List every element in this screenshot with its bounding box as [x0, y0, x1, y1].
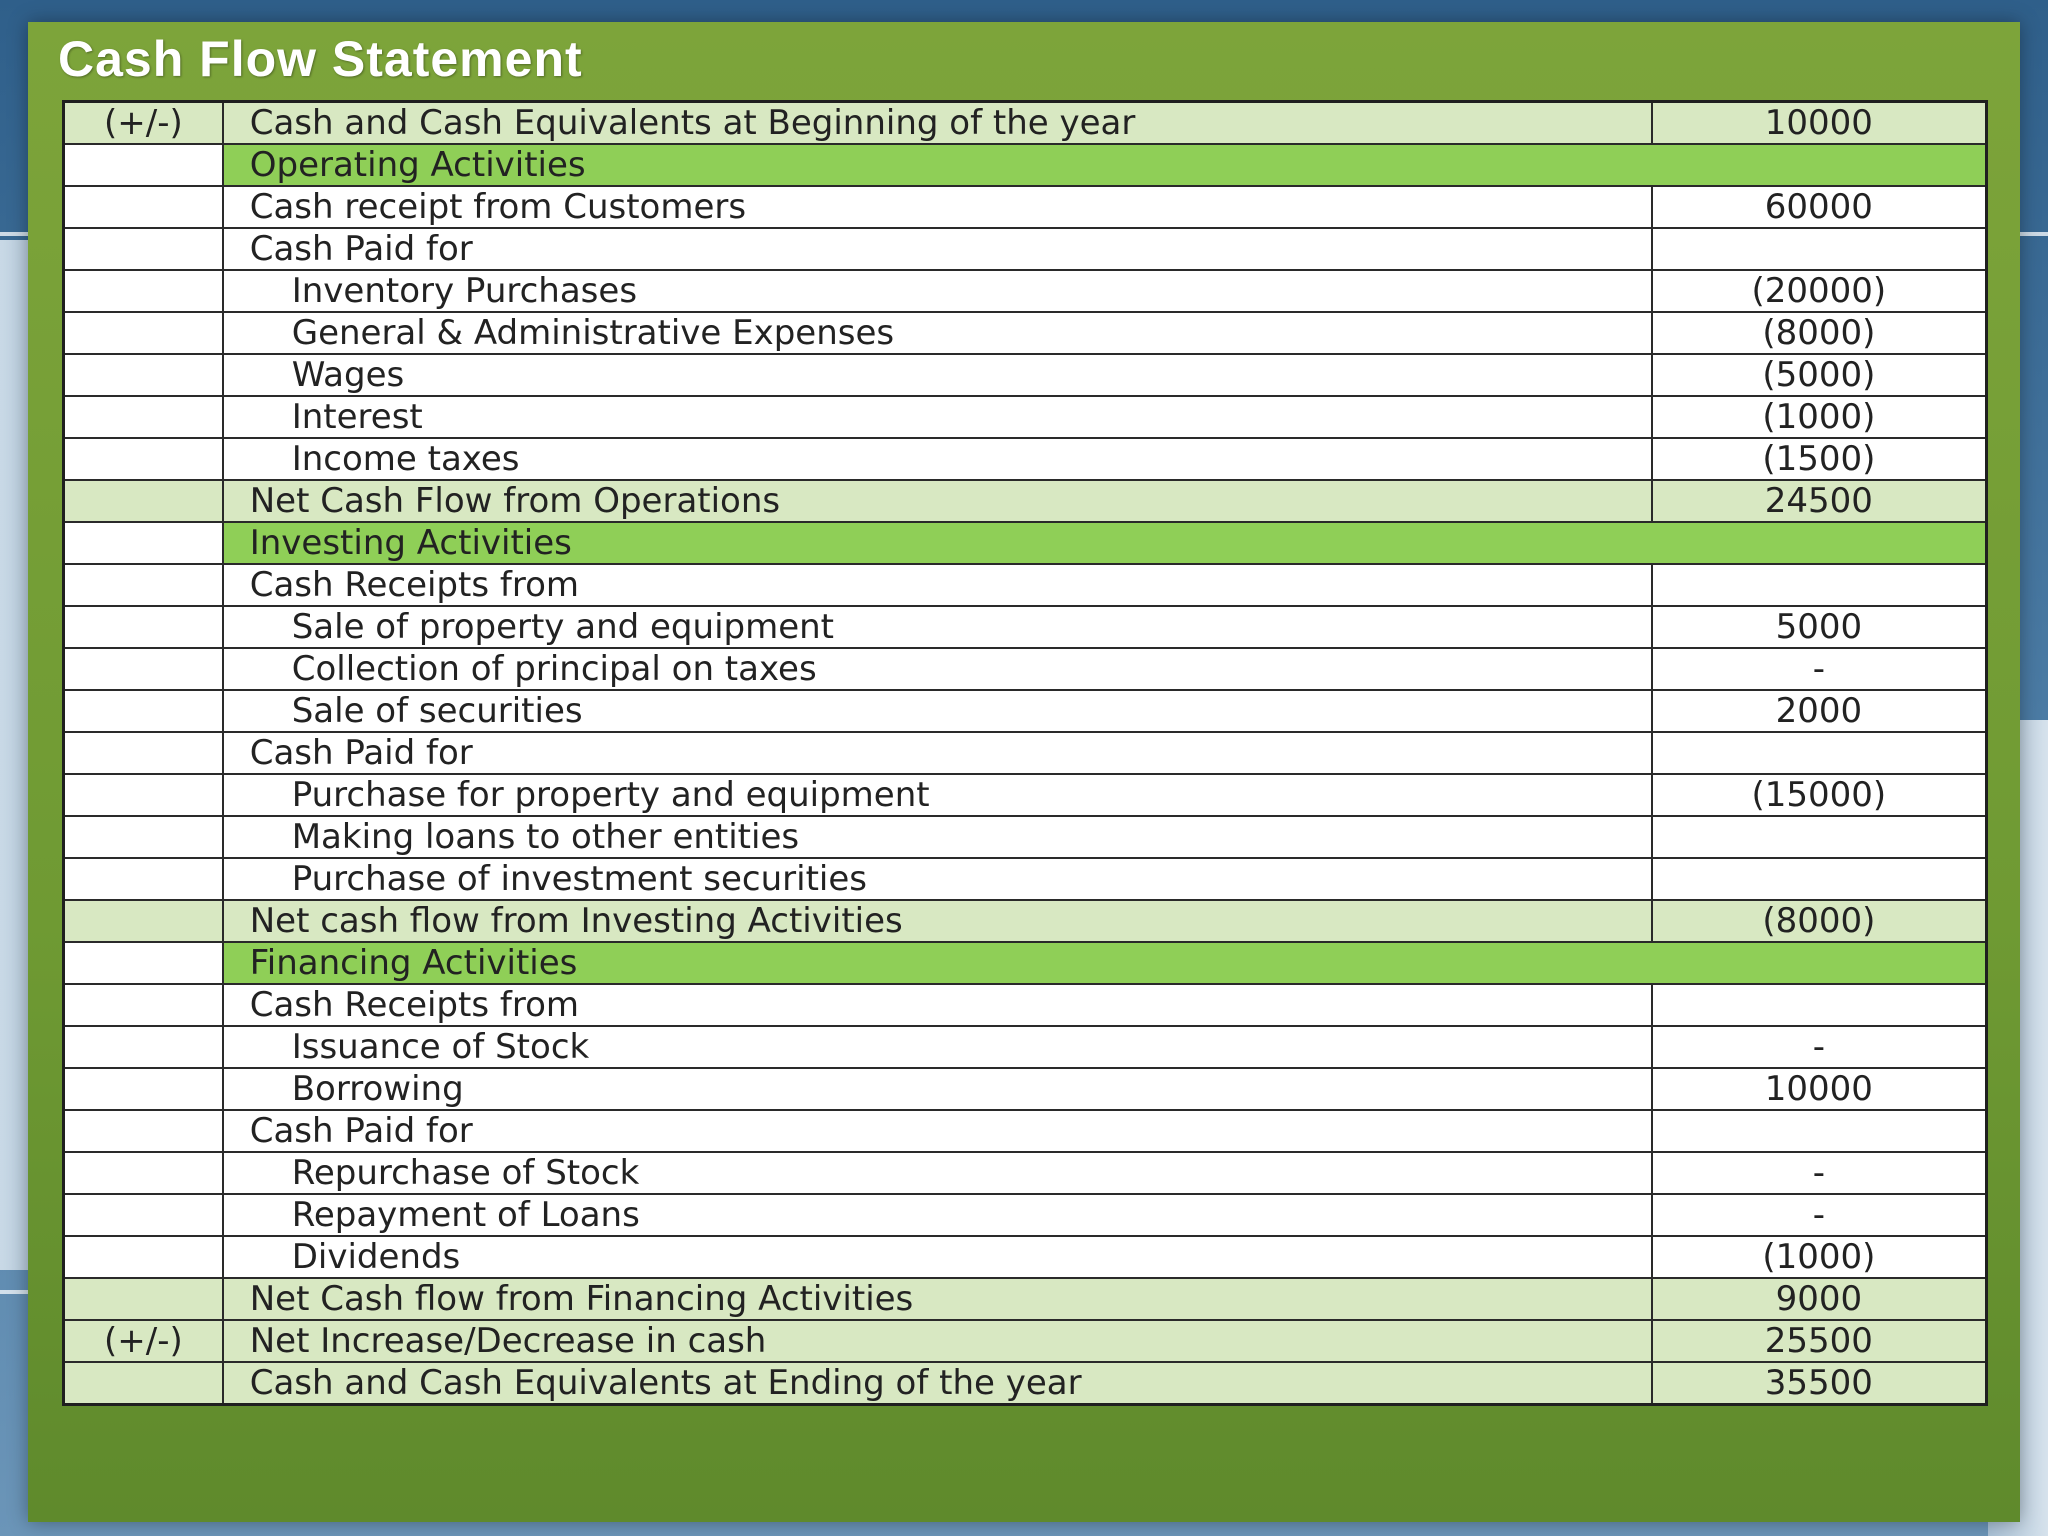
- row-label: Collection of principal on taxes: [223, 648, 1652, 690]
- row-label: Wages: [223, 354, 1652, 396]
- table-row: [64, 186, 1987, 228]
- cash-flow-table: [62, 100, 1988, 1406]
- row-label: Cash receipt from Customers: [223, 186, 1652, 228]
- table-row: [64, 396, 1987, 438]
- table-row: [64, 816, 1987, 858]
- sign-cell: [64, 1068, 223, 1110]
- table-row: [64, 270, 1987, 312]
- row-label: Interest: [223, 396, 1652, 438]
- row-value: -: [1652, 1194, 1987, 1236]
- sign-cell: [64, 774, 223, 816]
- row-value: (5000): [1652, 354, 1987, 396]
- row-value: 24500: [1652, 480, 1987, 522]
- sign-cell: [64, 1110, 223, 1152]
- page-title: Cash Flow Statement: [58, 31, 583, 87]
- row-value: (1000): [1652, 396, 1987, 438]
- row-label: Net Increase/Decrease in cash: [223, 1320, 1652, 1362]
- sign-cell: [64, 900, 223, 942]
- row-label: General & Administrative Expenses: [223, 312, 1652, 354]
- row-value: (1000): [1652, 1236, 1987, 1278]
- section-header: Investing Activities: [223, 522, 1987, 564]
- sign-cell: [64, 732, 223, 774]
- row-value: 35500: [1652, 1362, 1987, 1405]
- row-label: Sale of securities: [223, 690, 1652, 732]
- row-value: [1652, 816, 1987, 858]
- section-header: Financing Activities: [223, 942, 1987, 984]
- row-label: Inventory Purchases: [223, 270, 1652, 312]
- row-label: Dividends: [223, 1236, 1652, 1278]
- table-row: [64, 1152, 1987, 1194]
- row-label: Issuance of Stock: [223, 1026, 1652, 1068]
- table-row: [64, 732, 1987, 774]
- row-value: (8000): [1652, 312, 1987, 354]
- table-row: [64, 522, 1987, 564]
- table-row: [64, 606, 1987, 648]
- table-row: [64, 1278, 1987, 1320]
- sign-cell: [64, 144, 223, 186]
- row-value: [1652, 732, 1987, 774]
- row-value: -: [1652, 1152, 1987, 1194]
- sign-cell: [64, 1362, 223, 1405]
- sign-cell: (+/-): [64, 1320, 223, 1362]
- row-label: Purchase of investment securities: [223, 858, 1652, 900]
- table-row: [64, 312, 1987, 354]
- row-value: [1652, 564, 1987, 606]
- sign-cell: [64, 816, 223, 858]
- table-row: [64, 1362, 1987, 1405]
- row-label: Making loans to other entities: [223, 816, 1652, 858]
- row-label: Repayment of Loans: [223, 1194, 1652, 1236]
- table-row: [64, 984, 1987, 1026]
- sign-cell: [64, 228, 223, 270]
- row-value: (1500): [1652, 438, 1987, 480]
- row-label: Purchase for property and equipment: [223, 774, 1652, 816]
- sign-cell: [64, 606, 223, 648]
- row-label: Cash Receipts from: [223, 984, 1652, 1026]
- table-row: [64, 564, 1987, 606]
- table-row: [64, 900, 1987, 942]
- sign-cell: [64, 564, 223, 606]
- table-row: [64, 858, 1987, 900]
- table-row: [64, 1110, 1987, 1152]
- table-row: [64, 1320, 1987, 1362]
- row-value: [1652, 984, 1987, 1026]
- sign-cell: [64, 312, 223, 354]
- section-header: Operating Activities: [223, 144, 1987, 186]
- sign-cell: (+/-): [64, 102, 223, 145]
- table-row: [64, 102, 1987, 145]
- sign-cell: [64, 1026, 223, 1068]
- slide: [28, 22, 2020, 1522]
- sign-cell: [64, 690, 223, 732]
- table-row: [64, 354, 1987, 396]
- row-label: Sale of property and equipment: [223, 606, 1652, 648]
- row-value: (8000): [1652, 900, 1987, 942]
- row-value: 10000: [1652, 1068, 1987, 1110]
- row-value: 10000: [1652, 102, 1987, 145]
- row-value: 5000: [1652, 606, 1987, 648]
- sign-cell: [64, 1278, 223, 1320]
- row-value: (15000): [1652, 774, 1987, 816]
- sign-cell: [64, 354, 223, 396]
- row-label: Repurchase of Stock: [223, 1152, 1652, 1194]
- sign-cell: [64, 438, 223, 480]
- table-row: [64, 1236, 1987, 1278]
- sign-cell: [64, 522, 223, 564]
- row-label: Cash Receipts from: [223, 564, 1652, 606]
- row-value: [1652, 858, 1987, 900]
- table-row: [64, 438, 1987, 480]
- sign-cell: [64, 270, 223, 312]
- row-value: (20000): [1652, 270, 1987, 312]
- cash-flow-table-body: [64, 102, 1987, 1405]
- sign-cell: [64, 480, 223, 522]
- row-value: 25500: [1652, 1320, 1987, 1362]
- sign-cell: [64, 396, 223, 438]
- row-label: Net Cash Flow from Operations: [223, 480, 1652, 522]
- table-row: [64, 144, 1987, 186]
- sign-cell: [64, 942, 223, 984]
- row-label: Net cash flow from Investing Activities: [223, 900, 1652, 942]
- table-row: [64, 648, 1987, 690]
- row-value: 60000: [1652, 186, 1987, 228]
- sign-cell: [64, 984, 223, 1026]
- row-value: [1652, 228, 1987, 270]
- row-value: [1652, 1110, 1987, 1152]
- row-label: Cash Paid for: [223, 1110, 1652, 1152]
- table-row: [64, 942, 1987, 984]
- sign-cell: [64, 1152, 223, 1194]
- table-row: [64, 690, 1987, 732]
- table-row: [64, 228, 1987, 270]
- row-value: 9000: [1652, 1278, 1987, 1320]
- sign-cell: [64, 1236, 223, 1278]
- sign-cell: [64, 648, 223, 690]
- row-label: Cash Paid for: [223, 228, 1652, 270]
- sign-cell: [64, 186, 223, 228]
- row-label: Cash and Cash Equivalents at Ending of the year: [223, 1362, 1652, 1405]
- row-value: 2000: [1652, 690, 1987, 732]
- sign-cell: [64, 858, 223, 900]
- row-label: Net Cash flow from Financing Activities: [223, 1278, 1652, 1320]
- table-row: [64, 1194, 1987, 1236]
- sign-cell: [64, 1194, 223, 1236]
- row-value: -: [1652, 1026, 1987, 1068]
- row-label: Cash Paid for: [223, 732, 1652, 774]
- table-row: [64, 480, 1987, 522]
- row-value: -: [1652, 648, 1987, 690]
- table-row: [64, 1026, 1987, 1068]
- row-label: Cash and Cash Equivalents at Beginning of the year: [223, 102, 1652, 145]
- row-label: Borrowing: [223, 1068, 1652, 1110]
- table-row: [64, 774, 1987, 816]
- table-row: [64, 1068, 1987, 1110]
- row-label: Income taxes: [223, 438, 1652, 480]
